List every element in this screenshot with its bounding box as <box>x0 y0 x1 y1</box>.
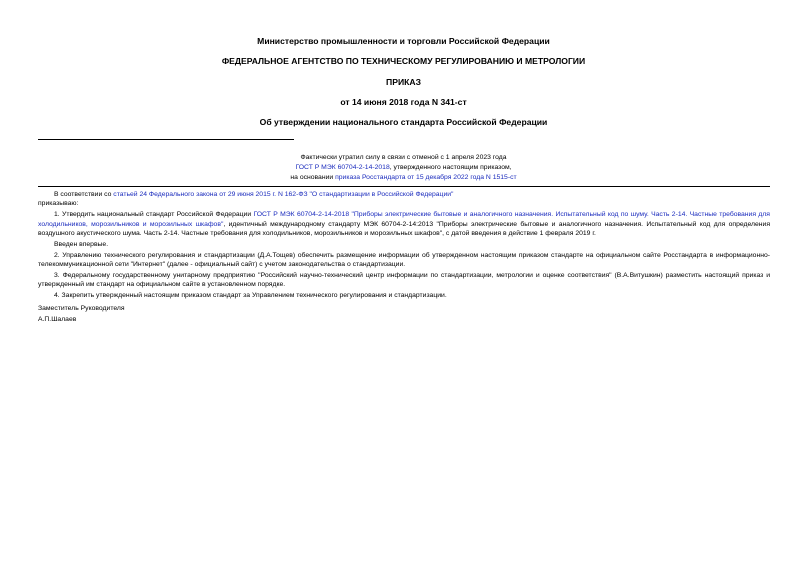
divider-bottom <box>38 186 770 187</box>
item-4-paragraph: 4. Закрепить утвержденный настоящим приказом стандарт за Управлением технического регулирования и стандартизации. <box>54 292 447 300</box>
signature-title: Заместитель Руководителя <box>38 305 125 313</box>
document-subject: Об утверждении национального стандарта Российской Федерации <box>259 117 548 127</box>
item-1-text: , идентичный международному стандарту МЭК 60704-2-14:2013 "Приборы электрические бытовые и аналогичного назначения. Испытательный код для определения воздушного акустического шума. Часть 2-14. Частные требования для холодильников, морозильников и морозильных шкафов", с датой введения в действие 1 февраля 2019 г. <box>38 220 770 238</box>
gost-standard-link[interactable]: ГОСТ Р МЭК 60704-2-14-2018 "Приборы электрические бытовые и аналогичного назначения. Испытательный код по шуму. Часть 2-14. Частные требования для холодильников, морозильников и морозильных шкафов" <box>38 211 770 228</box>
order-body <box>38 190 770 324</box>
divider-top <box>38 139 294 140</box>
ministry-name: Министерство промышленности и торговли Российской Федерации <box>257 36 550 46</box>
intro-paragraph <box>38 190 770 199</box>
status-note-line-2 <box>0 163 807 172</box>
item-1-prefix: 1. Утвердить национальный стандарт Российской Федерации <box>54 211 254 219</box>
orders-line: приказываю: <box>38 200 79 208</box>
status-note-line-3 <box>0 173 807 182</box>
item-3-paragraph: 3. Федеральному государственному унитарному предприятию "Российский научно-технический центр информации по стандартизации, метрологии и оценке соответствия" (В.А.Витушкин) разместить настоящий приказ и утвержденный им стандарт на официальном сайте в установленном порядке. <box>38 271 770 289</box>
federal-law-link[interactable]: статьей 24 Федерального закона от 29 июня 2015 г. N 162-ФЗ "О стандартизации в Российской Федерации" <box>113 191 454 198</box>
status-note-line-1: Фактически утратил силу в связи с отменой с 1 апреля 2023 года <box>300 154 507 161</box>
introduced-note: Введен впервые. <box>54 240 109 248</box>
document-date-number: от 14 июня 2018 года N 341-ст <box>340 97 467 107</box>
document-type: ПРИКАЗ <box>386 77 421 87</box>
status-note-line-2-text: , утвержденного настоящим приказом, <box>389 164 512 171</box>
intro-prefix: В соответствии со <box>54 191 114 198</box>
status-note-line-3-prefix: на основании <box>290 174 336 181</box>
gost-cancelled-link[interactable]: ГОСТ Р МЭК 60704-2-14-2018 <box>295 164 390 171</box>
rosstandart-order-link[interactable]: приказа Росстандарта от 15 декабря 2022 года N 1515-ст <box>335 174 517 181</box>
item-1-paragraph <box>38 210 770 238</box>
signature-name: А.П.Шалаев <box>38 315 77 323</box>
item-2-paragraph: 2. Управлению технического регулирования и стандартизации (Д.А.Тощев) обеспечить размещение информации об утвержденном настоящим приказом стандарте на официальном сайте Росстандарта в информационно-телекоммуникационной сети "Интернет" (далее - официальный сайт) с учетом законодательства о стандартизации. <box>38 251 770 269</box>
agency-name: ФЕДЕРАЛЬНОЕ АГЕНТСТВО ПО ТЕХНИЧЕСКОМУ РЕГУЛИРОВАНИЮ И МЕТРОЛОГИИ <box>221 56 586 66</box>
